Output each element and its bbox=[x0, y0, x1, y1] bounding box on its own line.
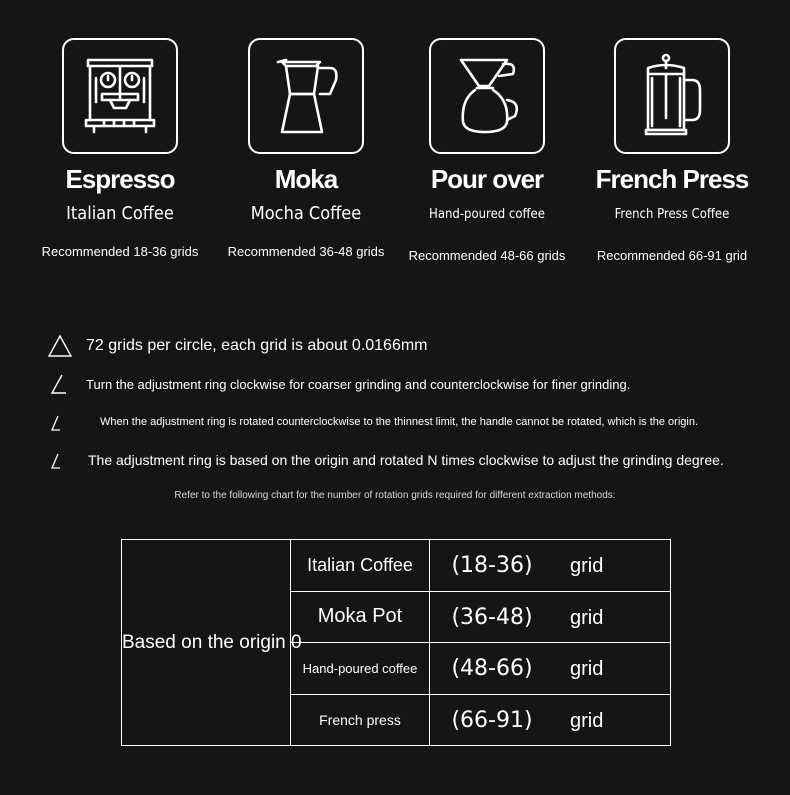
method-recommendation: Recommended 18-36 grids bbox=[41, 244, 199, 259]
french-press-icon bbox=[614, 38, 730, 154]
table-method: Hand-poured coffee bbox=[291, 643, 430, 695]
triangle-icon bbox=[48, 334, 72, 358]
grid-unit: grid bbox=[570, 606, 604, 629]
method-name: Espresso bbox=[65, 164, 175, 194]
grid-unit: grid bbox=[570, 709, 604, 732]
pour-over-icon bbox=[429, 38, 545, 154]
reference-caption: Refer to the following chart for the number of rotation grids required for different extraction methods: bbox=[174, 490, 616, 501]
table-method: Moka Pot bbox=[291, 591, 430, 643]
table-range-cell bbox=[430, 540, 671, 592]
method-name: Pour over bbox=[430, 164, 544, 194]
method-espresso bbox=[25, 38, 215, 259]
method-subtitle: Hand-poured coffee bbox=[429, 207, 545, 222]
note-item bbox=[48, 410, 698, 434]
grid-range: (66-91) bbox=[451, 707, 533, 733]
grid-range: (18-36) bbox=[451, 553, 533, 579]
method-name: French Press bbox=[595, 164, 749, 194]
table-method: French press bbox=[291, 694, 430, 746]
note-item bbox=[48, 334, 428, 358]
note-item bbox=[48, 372, 630, 396]
method-name: Moka bbox=[274, 164, 338, 194]
method-subtitle: Italian Coffee bbox=[66, 203, 174, 224]
note-text: The adjustment ring is based on the origin and rotated N times clockwise to adjust the grinding degree. bbox=[88, 452, 724, 468]
note-text: When the adjustment ring is rotated counterclockwise to the thinnest limit, the handle cannot be rotated, which is the origin. bbox=[100, 416, 698, 428]
method-subtitle: Mocha Coffee bbox=[250, 203, 362, 224]
method-recommendation: Recommended 48-66 grids bbox=[408, 248, 566, 263]
method-french-press bbox=[577, 38, 767, 263]
grid-unit: grid bbox=[570, 555, 604, 578]
angle-icon bbox=[48, 448, 72, 472]
origin-label: Based on the origin 0 bbox=[122, 540, 291, 746]
espresso-machine-icon bbox=[62, 38, 178, 154]
method-moka bbox=[211, 38, 401, 259]
method-pour-over bbox=[392, 38, 582, 263]
table-range-cell bbox=[430, 591, 671, 643]
grid-range: (48-66) bbox=[451, 656, 533, 682]
method-subtitle: French Press Coffee bbox=[614, 207, 730, 222]
table-range-cell bbox=[430, 643, 671, 695]
note-text: Turn the adjustment ring clockwise for coarser grinding and counterclockwise for finer grinding. bbox=[86, 376, 631, 392]
brew-methods bbox=[0, 38, 790, 278]
method-recommendation: Recommended 36-48 grids bbox=[227, 244, 385, 259]
table-method: Italian Coffee bbox=[291, 540, 430, 592]
grid-range: (36-48) bbox=[451, 604, 533, 630]
table-range-cell bbox=[430, 694, 671, 746]
angle-icon bbox=[48, 372, 72, 396]
grind-table bbox=[121, 539, 671, 746]
angle-icon bbox=[48, 410, 72, 434]
method-recommendation: Recommended 66-91 grid bbox=[596, 248, 748, 263]
note-text: 72 grids per circle, each grid is about 0.0166mm bbox=[86, 337, 428, 354]
moka-pot-icon bbox=[248, 38, 364, 154]
note-item bbox=[48, 448, 724, 472]
table-row bbox=[122, 540, 671, 592]
grid-unit: grid bbox=[570, 658, 604, 681]
